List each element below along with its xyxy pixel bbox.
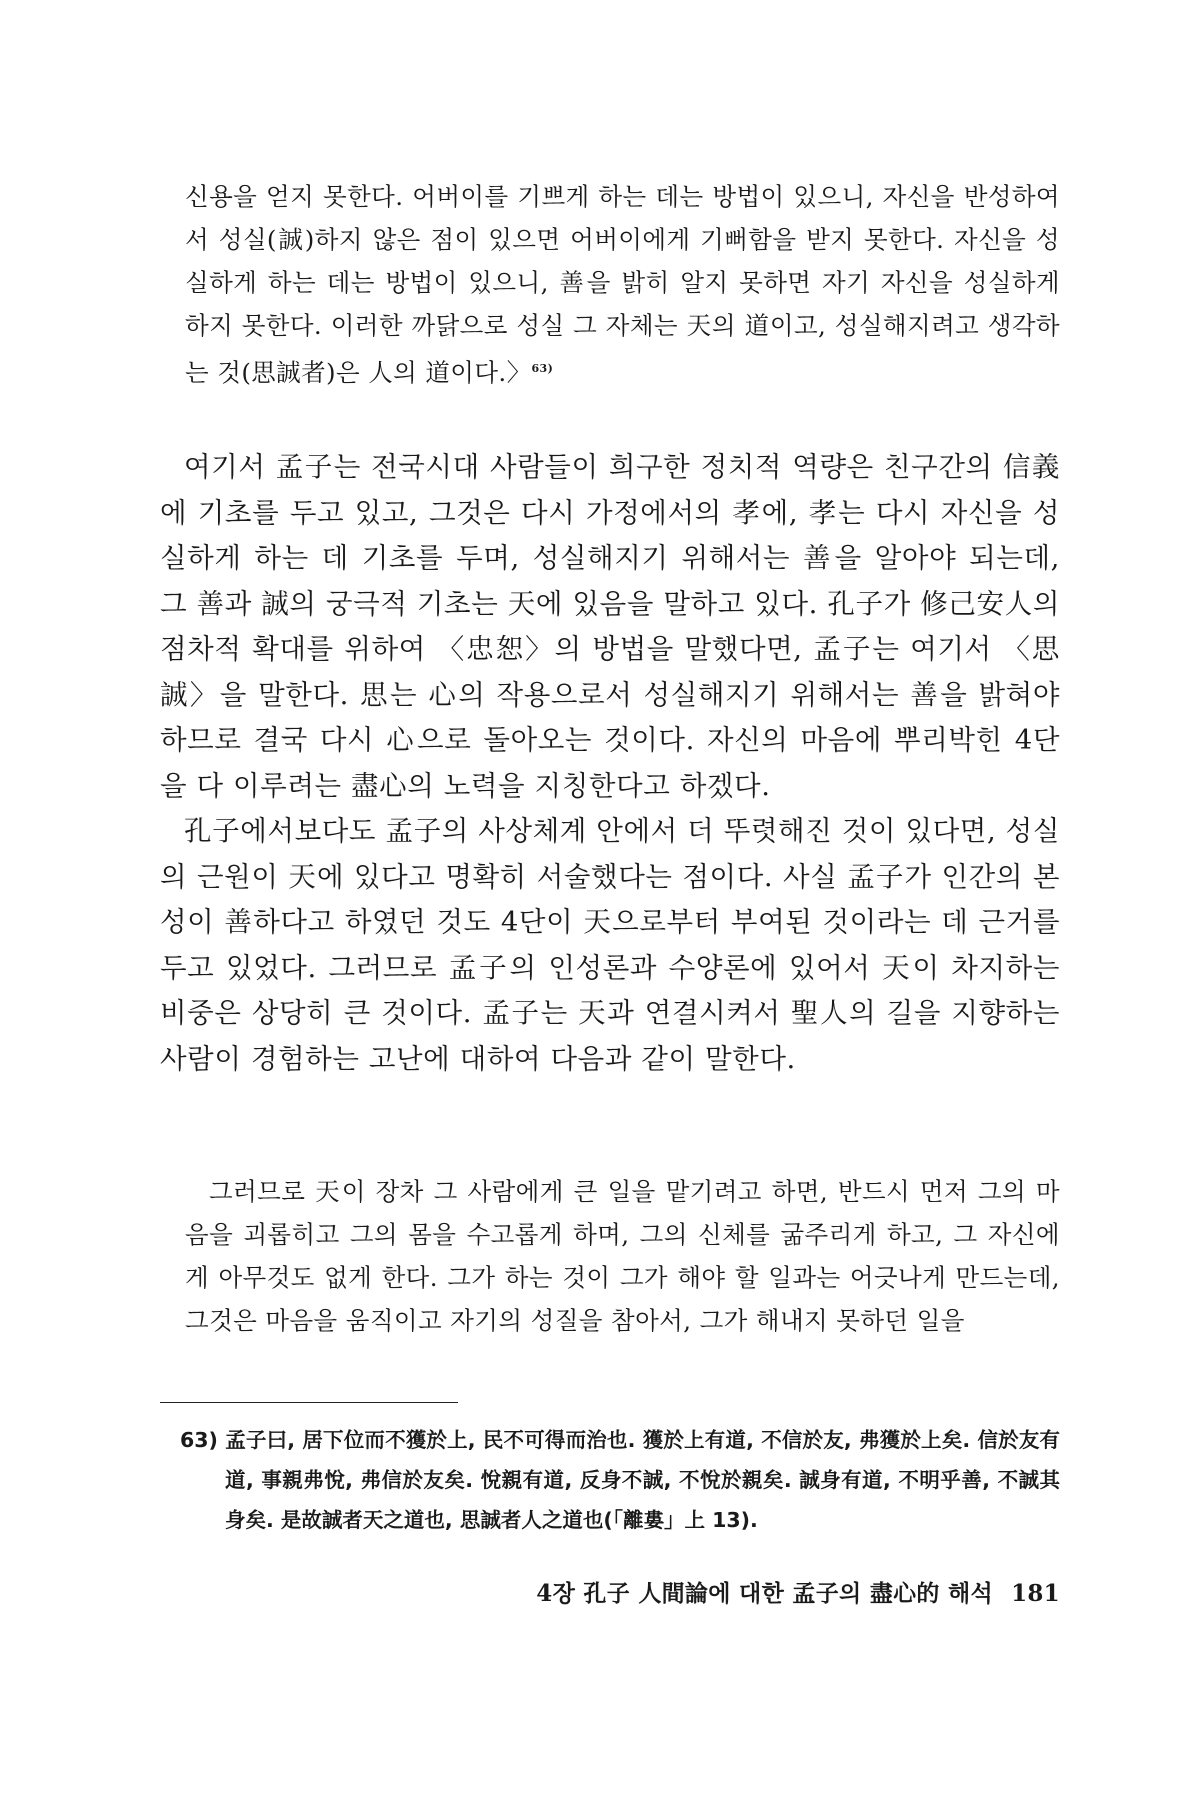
body-paragraph-1: 여기서 孟子는 전국시대 사람들이 희구한 정치적 역량은 친구간의 信義에 기초를 두고 있고, 그것은 다시 가정에서의 孝에, 孝는 다시 자신을 성실하게 하는 데 기초를 두며, 성실해지기 위해서는 善을 알아야 되는데, 그 善과 誠의 궁극적 기초는 天에 있음을 말하고 있다. 孔子가 修己安人의 점차적 확대를 위하여 〈忠恕〉의 방법을 말했다면, 孟子는 여기서 〈思誠〉을 말한다. 思는 心의 작용으로서 성실해지기 위해서는 善을 밝혀야 하므로 결국 다시 心으로 돌아오는 것이다. 자신의 마음에 뿌리박힌 4단을 다 이루려는 盡心의 노력을 지칭한다고 하겠다. [160, 451, 1060, 802]
running-footer [400, 1575, 1060, 1608]
footnote-text: 孟子曰, 居下位而不獲於上, 民不可得而治也. 獲於上有道, 不信於友, 弗獲於上矣. 信於友有道, 事親弗悅, 弗信於友矣. 悅親有道, 反身不誠, 不悅於親矣. 誠身有道, 不明乎善, 不誠其身矣. 是故誠者天之道也, 思誠者人之道也(「離婁」上 13). [225, 1428, 1061, 1532]
quotation-paragraph [185, 175, 1060, 394]
quotation-text: 신용을 얻지 못한다. 어버이를 기쁘게 하는 데는 방법이 있으니, 자신을 반성하여서 성실(誠)하지 않은 점이 있으면 어버이에게 기뻐함을 받지 못한다. 자신을 성실하게 하는 데는 방법이 있으니, 善을 밝히 알지 못하면 자기 자신을 성실하게 하지 못한다. 이러한 까닭으로 성실 그 자체는 天의 道이고, 성실해지려고 생각하는 것(思誠者)은 人의 道이다.〉 [185, 182, 1060, 388]
footnote-paragraph [180, 1420, 1060, 1540]
footnote-reference[interactable]: 63) [531, 362, 554, 375]
footnote [180, 1420, 1060, 1540]
block-quotation-2 [185, 1170, 1060, 1342]
footnote-number: 63) [180, 1428, 218, 1452]
page-number: 181 [1011, 1580, 1060, 1607]
footnote-divider [160, 1402, 458, 1403]
body-paragraph-2: 孔子에서보다도 孟子의 사상체계 안에서 더 뚜렷해진 것이 있다면, 성실의 근원이 天에 있다고 명확히 서술했다는 점이다. 사실 孟子가 인간의 본성이 善하다고 하였던 것도 4단이 天으로부터 부여된 것이라는 데 근거를 두고 있었다. 그러므로 孟子의 인성론과 수양론에 있어서 天이 차지하는 비중은 상당히 큰 것이다. 孟子는 天과 연결시켜서 聖人의 길을 지향하는 사람이 경험하는 고난에 대하여 다음과 같이 말한다. [160, 815, 1060, 1075]
block-quotation-1 [185, 175, 1060, 394]
body-text [160, 445, 1060, 1082]
chapter-title: 4장 孔子 人間論에 대한 孟子의 盡心的 해석 [536, 1580, 994, 1607]
quotation-paragraph: 그러므로 天이 장차 그 사람에게 큰 일을 맡기려고 하면, 반드시 먼저 그의 마음을 괴롭히고 그의 몸을 수고롭게 하며, 그의 신체를 굶주리게 하고, 그 자신에게 아무것도 없게 한다. 그가 하는 것이 그가 해야 할 일과는 어긋나게 만드는데, 그것은 마음을 움직이고 자기의 성질을 참아서, 그가 해내지 못하던 일을 [185, 1177, 1060, 1335]
